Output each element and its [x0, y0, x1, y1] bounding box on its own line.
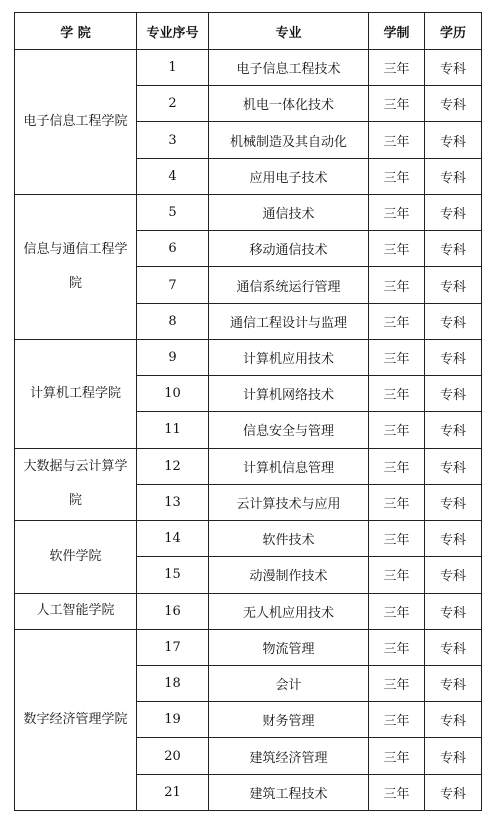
major-duration: 三年: [369, 303, 425, 339]
major-number: 9: [137, 339, 209, 375]
major-degree: 专科: [425, 629, 482, 665]
major-name: 云计算技术与应用: [209, 484, 369, 520]
major-number: 18: [137, 665, 209, 701]
major-name: 计算机应用技术: [209, 339, 369, 375]
major-number: 15: [137, 557, 209, 593]
major-number: 16: [137, 593, 209, 629]
major-duration: 三年: [369, 158, 425, 194]
table-row: [15, 593, 482, 629]
major-degree: 专科: [425, 376, 482, 412]
major-degree: 专科: [425, 448, 482, 484]
major-number: 3: [137, 122, 209, 158]
major-degree: 专科: [425, 303, 482, 339]
header-major-no: 专业序号: [137, 13, 209, 50]
college-name: 数字经济管理学院: [15, 629, 137, 810]
table-row: [15, 194, 482, 230]
header-major: 专业: [209, 13, 369, 50]
major-degree: 专科: [425, 665, 482, 701]
header-row: [15, 13, 482, 50]
major-degree: 专科: [425, 267, 482, 303]
major-duration: 三年: [369, 122, 425, 158]
major-name: 电子信息工程技术: [209, 50, 369, 86]
major-name: 会计: [209, 665, 369, 701]
major-number: 4: [137, 158, 209, 194]
major-number: 5: [137, 194, 209, 230]
major-name: 财务管理: [209, 702, 369, 738]
major-duration: 三年: [369, 484, 425, 520]
table-body: [15, 50, 482, 811]
major-number: 2: [137, 86, 209, 122]
college-name: 电子信息工程学院: [15, 50, 137, 195]
major-number: 19: [137, 702, 209, 738]
major-duration: 三年: [369, 521, 425, 557]
header-degree: 学历: [425, 13, 482, 50]
major-degree: 专科: [425, 194, 482, 230]
major-degree: 专科: [425, 557, 482, 593]
major-duration: 三年: [369, 557, 425, 593]
major-duration: 三年: [369, 267, 425, 303]
major-degree: 专科: [425, 593, 482, 629]
table-row: [15, 448, 482, 484]
major-number: 12: [137, 448, 209, 484]
major-degree: 专科: [425, 339, 482, 375]
majors-table: [14, 12, 482, 811]
major-number: 13: [137, 484, 209, 520]
major-name: 通信工程设计与监理: [209, 303, 369, 339]
major-number: 11: [137, 412, 209, 448]
major-name: 计算机信息管理: [209, 448, 369, 484]
header-college: 学 院: [15, 13, 137, 50]
major-duration: 三年: [369, 50, 425, 86]
major-number: 7: [137, 267, 209, 303]
table-row: [15, 50, 482, 86]
table-row: [15, 521, 482, 557]
major-name: 机电一体化技术: [209, 86, 369, 122]
major-duration: 三年: [369, 412, 425, 448]
major-name: 移动通信技术: [209, 231, 369, 267]
major-number: 17: [137, 629, 209, 665]
major-degree: 专科: [425, 86, 482, 122]
major-duration: 三年: [369, 702, 425, 738]
table-row: [15, 339, 482, 375]
major-degree: 专科: [425, 774, 482, 810]
major-duration: 三年: [369, 593, 425, 629]
college-name: 信息与通信工程学院: [15, 194, 137, 339]
major-degree: 专科: [425, 231, 482, 267]
header-duration: 学制: [369, 13, 425, 50]
major-name: 通信系统运行管理: [209, 267, 369, 303]
major-number: 14: [137, 521, 209, 557]
major-degree: 专科: [425, 702, 482, 738]
major-number: 1: [137, 50, 209, 86]
college-name: 大数据与云计算学院: [15, 448, 137, 520]
major-duration: 三年: [369, 665, 425, 701]
major-duration: 三年: [369, 774, 425, 810]
major-duration: 三年: [369, 231, 425, 267]
major-duration: 三年: [369, 448, 425, 484]
major-degree: 专科: [425, 158, 482, 194]
major-duration: 三年: [369, 738, 425, 774]
major-number: 20: [137, 738, 209, 774]
major-name: 通信技术: [209, 194, 369, 230]
college-name: 计算机工程学院: [15, 339, 137, 448]
major-name: 计算机网络技术: [209, 376, 369, 412]
major-name: 应用电子技术: [209, 158, 369, 194]
major-duration: 三年: [369, 194, 425, 230]
major-degree: 专科: [425, 738, 482, 774]
major-duration: 三年: [369, 376, 425, 412]
major-number: 6: [137, 231, 209, 267]
major-degree: 专科: [425, 50, 482, 86]
major-name: 机械制造及其自动化: [209, 122, 369, 158]
major-name: 建筑经济管理: [209, 738, 369, 774]
major-degree: 专科: [425, 122, 482, 158]
major-name: 物流管理: [209, 629, 369, 665]
major-name: 动漫制作技术: [209, 557, 369, 593]
major-duration: 三年: [369, 86, 425, 122]
major-number: 8: [137, 303, 209, 339]
major-number: 21: [137, 774, 209, 810]
college-name: 人工智能学院: [15, 593, 137, 629]
major-degree: 专科: [425, 521, 482, 557]
table-row: [15, 629, 482, 665]
major-name: 无人机应用技术: [209, 593, 369, 629]
major-duration: 三年: [369, 629, 425, 665]
major-number: 10: [137, 376, 209, 412]
major-degree: 专科: [425, 484, 482, 520]
major-name: 建筑工程技术: [209, 774, 369, 810]
major-name: 软件技术: [209, 521, 369, 557]
college-name: 软件学院: [15, 521, 137, 593]
major-degree: 专科: [425, 412, 482, 448]
major-name: 信息安全与管理: [209, 412, 369, 448]
major-duration: 三年: [369, 339, 425, 375]
